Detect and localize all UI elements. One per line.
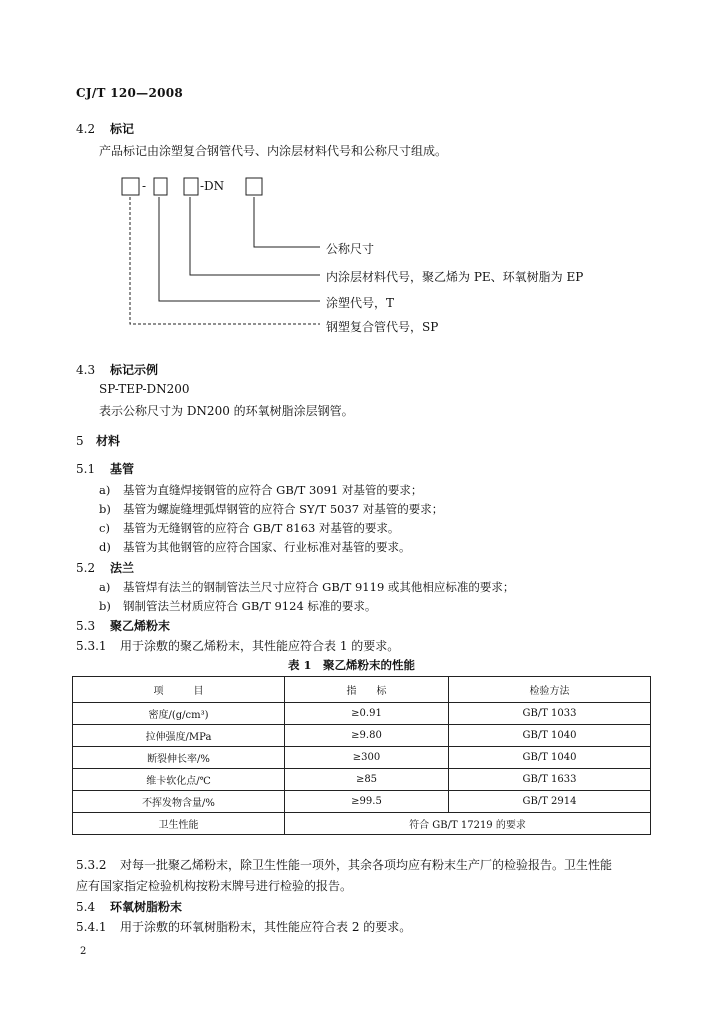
section-5-4-1 <box>76 918 411 935</box>
standard-number: CJ/T 120—2008 <box>76 86 184 100</box>
table-row <box>73 791 651 813</box>
section-4-3-text: 表示公称尺寸为 DN200 的环氧树脂涂层钢管。 <box>99 404 354 418</box>
marking-example: SP-TEP-DN200 <box>99 382 190 396</box>
section-title: 基管 <box>110 462 135 476</box>
table-cell: ≥300 <box>285 747 449 769</box>
section-title: 标记示例 <box>110 363 159 377</box>
table-1 <box>72 676 651 835</box>
table-cell: GB/T 1040 <box>449 725 651 747</box>
table-row <box>73 769 651 791</box>
section-text: 用于涂敷的聚乙烯粉末，其性能应符合表 1 的要求。 <box>120 639 400 653</box>
section-5-heading <box>76 432 120 449</box>
table-cell: 断裂伸长率/% <box>73 747 285 769</box>
section-4-3-heading <box>76 361 158 378</box>
table-cell: 不挥发物含量/% <box>73 791 285 813</box>
box-coating-code <box>154 178 167 195</box>
list-item: c) 基管为无缝钢管的应符合 GB/T 8163 对基管的要求。 <box>99 521 400 535</box>
table-1-caption: 表 1 聚乙烯粉末的性能 <box>288 658 416 672</box>
section-number: 5.3.1 <box>76 639 107 653</box>
table-cell: ≥99.5 <box>285 791 449 813</box>
dn-label: -DN <box>200 179 225 193</box>
section-number: 5 <box>76 434 84 448</box>
table-row <box>73 747 651 769</box>
list-item: b) 基管为螺旋缝埋弧焊钢管的应符合 SY/T 5037 对基管的要求； <box>99 502 444 516</box>
table-cell: 卫生性能 <box>73 813 285 835</box>
page-number: 2 <box>80 946 87 957</box>
table-cell: 密度/(g/cm³) <box>73 703 285 725</box>
section-number: 5.3.2 <box>76 858 107 872</box>
box-nominal-size <box>246 178 262 195</box>
leader-line-material-code <box>190 197 320 275</box>
section-number: 5.4.1 <box>76 920 107 934</box>
section-title: 聚乙烯粉末 <box>110 619 171 633</box>
section-text: 用于涂敷的环氧树脂粉末，其性能应符合表 2 的要求。 <box>120 920 412 934</box>
section-title: 法兰 <box>110 561 135 575</box>
section-5-3-2-line2: 应有国家指定检验机构按粉末牌号进行检验的报告。 <box>76 879 353 893</box>
list-item: d) 基管为其他钢管的应符合国家、行业标准对基管的要求。 <box>99 540 411 554</box>
section-title: 材料 <box>96 434 121 448</box>
list-item: a) 基管为直缝焊接钢管的应符合 GB/T 3091 对基管的要求； <box>99 483 423 497</box>
marking-diagram <box>0 0 718 340</box>
table-cell: GB/T 2914 <box>449 791 651 813</box>
list-item: b) 钢制管法兰材质应符合 GB/T 9124 标准的要求。 <box>99 599 377 613</box>
table-header-row <box>73 677 651 703</box>
section-number: 4.2 <box>76 122 96 136</box>
separator-dash: - <box>142 179 147 193</box>
box-material-code <box>184 178 198 195</box>
section-number: 5.1 <box>76 462 96 476</box>
table-cell: 符合 GB/T 17219 的要求 <box>285 813 651 835</box>
label-composite-code: 钢塑复合管代号，SP <box>326 320 439 334</box>
section-5-1-heading <box>76 460 134 477</box>
section-number: 5.2 <box>76 561 96 575</box>
section-5-3-heading <box>76 617 170 634</box>
table-row <box>73 813 651 835</box>
section-4-2-text: 产品标记由涂塑复合钢管代号、内涂层材料代号和公称尺寸组成。 <box>99 144 448 158</box>
table-cell: GB/T 1633 <box>449 769 651 791</box>
section-5-2-heading <box>76 559 134 576</box>
label-nominal-size: 公称尺寸 <box>326 242 375 256</box>
label-coating-code: 涂塑代号，T <box>326 296 395 310</box>
table-row <box>73 725 651 747</box>
header-index: 指 标 <box>285 677 449 703</box>
list-item: a) 基管焊有法兰的钢制管法兰尺寸应符合 GB/T 9119 或其他相应标准的要求； <box>99 580 515 594</box>
table-cell: GB/T 1040 <box>449 747 651 769</box>
table-row <box>73 703 651 725</box>
section-text-line1: 对每一批聚乙烯粉末，除卫生性能一项外，其余各项均应有粉末生产厂的检验报告。卫生性能 <box>120 858 613 872</box>
label-material-code: 内涂层材料代号，聚乙烯为 PE、环氧树脂为 EP <box>326 270 584 284</box>
section-number: 5.3 <box>76 619 96 633</box>
section-number: 4.3 <box>76 363 96 377</box>
table-cell: GB/T 1033 <box>449 703 651 725</box>
table-cell: ≥0.91 <box>285 703 449 725</box>
leader-line-coating-code <box>159 197 320 301</box>
leader-line-nominal-size <box>254 197 320 247</box>
table-cell: 维卡软化点/℃ <box>73 769 285 791</box>
table-cell: 拉伸强度/MPa <box>73 725 285 747</box>
section-title: 环氧树脂粉末 <box>110 900 183 914</box>
section-5-4-heading <box>76 898 182 915</box>
section-5-3-2 <box>76 856 612 873</box>
section-5-3-1 <box>76 637 399 654</box>
header-item: 项 目 <box>73 677 285 703</box>
section-number: 5.4 <box>76 900 96 914</box>
section-title: 标记 <box>110 122 135 136</box>
table-cell: ≥9.80 <box>285 725 449 747</box>
table-cell: ≥85 <box>285 769 449 791</box>
box-composite-code <box>122 178 139 195</box>
header-method: 检验方法 <box>449 677 651 703</box>
